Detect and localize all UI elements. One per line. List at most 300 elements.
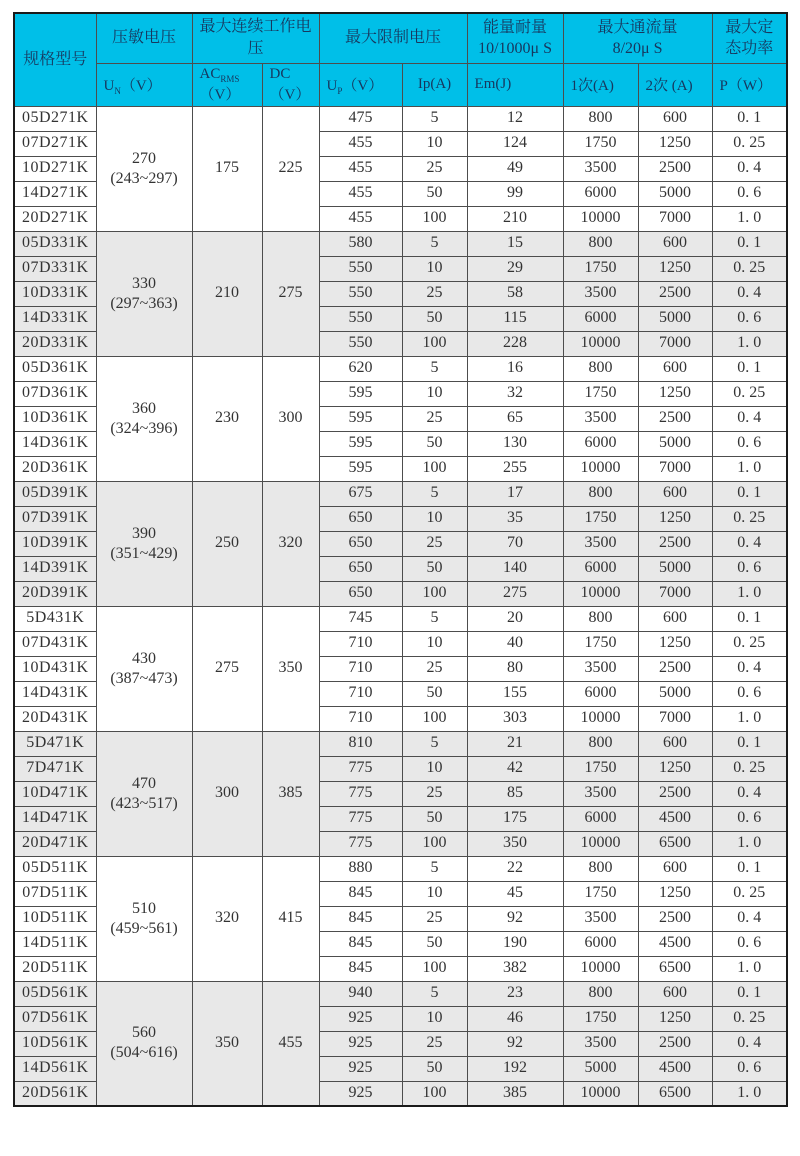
header-energy: [467, 13, 563, 63]
table-row: [14, 231, 787, 256]
surge1-cell: 3500: [563, 781, 638, 806]
table-row: [14, 856, 787, 881]
surge2-cell: 1250: [638, 881, 712, 906]
model-cell: 20D431K: [14, 706, 96, 731]
p-cell: 0. 4: [712, 531, 787, 556]
ip-cell: 10: [402, 881, 467, 906]
ip-cell: 10: [402, 756, 467, 781]
un-cell: [96, 356, 192, 481]
surge2-cell: 2500: [638, 406, 712, 431]
em-cell: 80: [467, 656, 563, 681]
em-cell: 210: [467, 206, 563, 231]
header-energy-line2: 10/1000μ S: [478, 40, 552, 58]
up-cell: 580: [319, 231, 402, 256]
p-cell: 0. 25: [712, 1006, 787, 1031]
em-cell: 382: [467, 956, 563, 981]
p-cell: 0. 6: [712, 806, 787, 831]
ip-cell: 50: [402, 681, 467, 706]
ip-cell: 50: [402, 181, 467, 206]
up-cell: 455: [319, 131, 402, 156]
p-cell: 0. 25: [712, 631, 787, 656]
ip-cell: 10: [402, 256, 467, 281]
up-cell: 650: [319, 506, 402, 531]
surge2-cell: 5000: [638, 306, 712, 331]
surge2-cell: 1250: [638, 381, 712, 406]
up-cell: 550: [319, 306, 402, 331]
up-cell: 710: [319, 656, 402, 681]
up-cell: 775: [319, 806, 402, 831]
un-value: 390: [132, 524, 156, 542]
surge1-cell: 1750: [563, 506, 638, 531]
p-cell: 0. 6: [712, 1056, 787, 1081]
up-cell: 845: [319, 931, 402, 956]
surge2-cell: 1250: [638, 756, 712, 781]
model-cell: 14D331K: [14, 306, 96, 331]
surge1-cell: 800: [563, 856, 638, 881]
p-cell: 1. 0: [712, 1081, 787, 1106]
em-cell: 32: [467, 381, 563, 406]
em-cell: 115: [467, 306, 563, 331]
surge1-cell: 10000: [563, 456, 638, 481]
ip-cell: 50: [402, 306, 467, 331]
surge2-cell: 7000: [638, 581, 712, 606]
up-cell: 925: [319, 1031, 402, 1056]
em-cell: 155: [467, 681, 563, 706]
table-row: [14, 606, 787, 631]
em-cell: 255: [467, 456, 563, 481]
header-power-line2: 态功率: [725, 40, 774, 58]
p-cell: 0. 1: [712, 606, 787, 631]
table-row: [14, 481, 787, 506]
dc-cell: 350: [262, 606, 319, 731]
ip-cell: 25: [402, 281, 467, 306]
model-cell: 07D561K: [14, 1006, 96, 1031]
em-cell: 140: [467, 556, 563, 581]
dc-cell: 385: [262, 731, 319, 856]
surge1-cell: 800: [563, 606, 638, 631]
surge1-cell: 10000: [563, 956, 638, 981]
surge1-cell: 3500: [563, 906, 638, 931]
un-range: (351~429): [110, 544, 178, 562]
surge2-cell: 7000: [638, 456, 712, 481]
surge1-cell: 6000: [563, 306, 638, 331]
ip-cell: 25: [402, 531, 467, 556]
subheader-em: Em(J): [467, 63, 563, 106]
surge1-cell: 10000: [563, 706, 638, 731]
em-cell: 58: [467, 281, 563, 306]
up-cell: 550: [319, 256, 402, 281]
p-cell: 0. 6: [712, 431, 787, 456]
surge1-cell: 1750: [563, 256, 638, 281]
subheader-up: $U_P(V)$: [319, 63, 402, 106]
em-cell: 385: [467, 1081, 563, 1106]
surge2-cell: 5000: [638, 431, 712, 456]
surge2-cell: 2500: [638, 656, 712, 681]
p-cell: 0. 4: [712, 406, 787, 431]
surge2-cell: 2500: [638, 1031, 712, 1056]
header-model: 规格型号: [14, 13, 96, 106]
p-cell: 1. 0: [712, 706, 787, 731]
surge2-cell: 1250: [638, 631, 712, 656]
ip-cell: 25: [402, 1031, 467, 1056]
surge1-cell: 10000: [563, 581, 638, 606]
subheader-ip: Ip(A): [402, 63, 467, 106]
un-range: (243~297): [110, 169, 178, 187]
p-cell: 0. 1: [712, 231, 787, 256]
un-value: 360: [132, 399, 156, 417]
surge1-cell: 10000: [563, 331, 638, 356]
surge1-cell: 800: [563, 356, 638, 381]
surge1-cell: 10000: [563, 831, 638, 856]
subheader-ac: $AC_{RMS}(V)$: [192, 63, 262, 106]
un-value: 430: [132, 649, 156, 667]
table-row: [14, 981, 787, 1006]
header-energy-line1: 能量耐量: [483, 19, 548, 37]
p-cell: 0. 4: [712, 656, 787, 681]
p-cell: 0. 6: [712, 681, 787, 706]
header-surge: [563, 13, 712, 63]
em-cell: 35: [467, 506, 563, 531]
ip-cell: 100: [402, 706, 467, 731]
p-cell: 0. 1: [712, 481, 787, 506]
p-cell: 0. 6: [712, 931, 787, 956]
surge1-cell: 3500: [563, 656, 638, 681]
un-cell: [96, 606, 192, 731]
un-cell: [96, 856, 192, 981]
dc-cell: 320: [262, 481, 319, 606]
p-cell: 0. 25: [712, 881, 787, 906]
header-power: [712, 13, 787, 63]
surge1-cell: 1750: [563, 881, 638, 906]
surge2-cell: 6500: [638, 1081, 712, 1106]
ip-cell: 100: [402, 331, 467, 356]
model-cell: 14D431K: [14, 681, 96, 706]
up-cell: 925: [319, 1081, 402, 1106]
varistor-spec-table: [13, 12, 788, 1107]
p-cell: 0. 4: [712, 1031, 787, 1056]
un-cell: [96, 106, 192, 231]
un-cell: [96, 481, 192, 606]
up-cell: 595: [319, 431, 402, 456]
ac-cell: 175: [192, 106, 262, 231]
subheader-p: P（W）: [712, 63, 787, 106]
em-cell: 99: [467, 181, 563, 206]
surge2-cell: 4500: [638, 806, 712, 831]
ip-cell: 100: [402, 831, 467, 856]
dc-cell: 275: [262, 231, 319, 356]
model-cell: 05D391K: [14, 481, 96, 506]
model-cell: 14D561K: [14, 1056, 96, 1081]
up-cell: 650: [319, 556, 402, 581]
surge1-cell: 6000: [563, 181, 638, 206]
up-cell: 475: [319, 106, 402, 131]
surge1-cell: 1750: [563, 631, 638, 656]
header-max-continuous: 最大连续工作电压: [192, 13, 319, 63]
up-cell: 455: [319, 206, 402, 231]
ip-cell: 50: [402, 1056, 467, 1081]
p-cell: 1. 0: [712, 331, 787, 356]
model-cell: 10D431K: [14, 656, 96, 681]
surge2-cell: 1250: [638, 131, 712, 156]
un-range: (504~616): [110, 1044, 178, 1062]
surge1-cell: 1750: [563, 381, 638, 406]
up-cell: 595: [319, 381, 402, 406]
surge1-cell: 3500: [563, 406, 638, 431]
surge2-cell: 2500: [638, 906, 712, 931]
subheader-surge2: 2次 (A): [638, 63, 712, 106]
model-cell: 14D391K: [14, 556, 96, 581]
surge1-cell: 10000: [563, 206, 638, 231]
ip-cell: 25: [402, 656, 467, 681]
up-cell: 845: [319, 906, 402, 931]
ip-cell: 5: [402, 106, 467, 131]
up-cell: 925: [319, 1056, 402, 1081]
surge1-cell: 800: [563, 481, 638, 506]
ip-cell: 50: [402, 931, 467, 956]
ip-cell: 10: [402, 1006, 467, 1031]
em-cell: 228: [467, 331, 563, 356]
surge2-cell: 4500: [638, 931, 712, 956]
model-cell: 20D471K: [14, 831, 96, 856]
surge2-cell: 600: [638, 231, 712, 256]
model-cell: 20D361K: [14, 456, 96, 481]
surge1-cell: 3500: [563, 1031, 638, 1056]
model-cell: 5D471K: [14, 731, 96, 756]
p-cell: 0. 1: [712, 856, 787, 881]
ip-cell: 25: [402, 406, 467, 431]
up-cell: 775: [319, 781, 402, 806]
model-cell: 10D271K: [14, 156, 96, 181]
surge1-cell: 6000: [563, 806, 638, 831]
up-cell: 710: [319, 631, 402, 656]
surge2-cell: 5000: [638, 556, 712, 581]
em-cell: 42: [467, 756, 563, 781]
table-header: [14, 13, 787, 106]
surge1-cell: 3500: [563, 156, 638, 181]
ip-cell: 100: [402, 581, 467, 606]
em-cell: 92: [467, 1031, 563, 1056]
surge2-cell: 600: [638, 731, 712, 756]
em-cell: 124: [467, 131, 563, 156]
surge1-cell: 5000: [563, 1056, 638, 1081]
up-cell: 620: [319, 356, 402, 381]
model-cell: 20D271K: [14, 206, 96, 231]
p-cell: 0. 1: [712, 981, 787, 1006]
ip-cell: 5: [402, 356, 467, 381]
up-cell: 775: [319, 756, 402, 781]
up-cell: 595: [319, 456, 402, 481]
model-cell: 07D511K: [14, 881, 96, 906]
up-cell: 710: [319, 681, 402, 706]
surge2-cell: 600: [638, 481, 712, 506]
up-cell: 550: [319, 331, 402, 356]
ip-cell: 100: [402, 456, 467, 481]
p-cell: 0. 1: [712, 106, 787, 131]
em-cell: 303: [467, 706, 563, 731]
surge2-cell: 1250: [638, 506, 712, 531]
ip-cell: 5: [402, 981, 467, 1006]
up-cell: 650: [319, 531, 402, 556]
ac-cell: 350: [192, 981, 262, 1106]
surge1-cell: 10000: [563, 1081, 638, 1106]
surge1-cell: 800: [563, 106, 638, 131]
em-cell: 17: [467, 481, 563, 506]
ip-cell: 25: [402, 906, 467, 931]
ip-cell: 10: [402, 131, 467, 156]
p-cell: 1. 0: [712, 831, 787, 856]
em-cell: 12: [467, 106, 563, 131]
model-cell: 7D471K: [14, 756, 96, 781]
surge2-cell: 2500: [638, 156, 712, 181]
surge2-cell: 600: [638, 606, 712, 631]
model-cell: 05D271K: [14, 106, 96, 131]
em-cell: 192: [467, 1056, 563, 1081]
ip-cell: 5: [402, 606, 467, 631]
surge2-cell: 2500: [638, 781, 712, 806]
surge2-cell: 2500: [638, 531, 712, 556]
model-cell: 10D331K: [14, 281, 96, 306]
up-cell: 550: [319, 281, 402, 306]
table-row: [14, 731, 787, 756]
ip-cell: 50: [402, 431, 467, 456]
header-surge-line1: 最大通流量: [597, 19, 678, 37]
up-cell: 650: [319, 581, 402, 606]
em-cell: 29: [467, 256, 563, 281]
up-cell: 940: [319, 981, 402, 1006]
p-cell: 1. 0: [712, 456, 787, 481]
em-cell: 46: [467, 1006, 563, 1031]
up-cell: 775: [319, 831, 402, 856]
un-value: 560: [132, 1024, 156, 1042]
p-cell: 0. 25: [712, 131, 787, 156]
up-cell: 745: [319, 606, 402, 631]
dc-cell: 455: [262, 981, 319, 1106]
em-cell: 45: [467, 881, 563, 906]
model-cell: 05D561K: [14, 981, 96, 1006]
model-cell: 5D431K: [14, 606, 96, 631]
surge2-cell: 4500: [638, 1056, 712, 1081]
up-cell: 710: [319, 706, 402, 731]
em-cell: 130: [467, 431, 563, 456]
p-cell: 0. 1: [712, 731, 787, 756]
un-range: (387~473): [110, 669, 178, 687]
ip-cell: 5: [402, 731, 467, 756]
header-max-limit: 最大限制电压: [319, 13, 467, 63]
surge1-cell: 1750: [563, 131, 638, 156]
em-cell: 22: [467, 856, 563, 881]
ip-cell: 10: [402, 506, 467, 531]
model-cell: 14D511K: [14, 931, 96, 956]
p-cell: 1. 0: [712, 581, 787, 606]
ip-cell: 5: [402, 856, 467, 881]
p-cell: 0. 4: [712, 781, 787, 806]
p-cell: 0. 4: [712, 156, 787, 181]
ip-cell: 25: [402, 781, 467, 806]
surge1-cell: 1750: [563, 756, 638, 781]
surge1-cell: 3500: [563, 531, 638, 556]
model-cell: 14D471K: [14, 806, 96, 831]
p-cell: 0. 4: [712, 906, 787, 931]
model-cell: 07D361K: [14, 381, 96, 406]
un-cell: [96, 731, 192, 856]
un-cell: [96, 231, 192, 356]
subheader-surge1: 1次(A): [563, 63, 638, 106]
em-cell: 350: [467, 831, 563, 856]
surge1-cell: 800: [563, 981, 638, 1006]
model-cell: 10D561K: [14, 1031, 96, 1056]
em-cell: 190: [467, 931, 563, 956]
ip-cell: 50: [402, 806, 467, 831]
surge2-cell: 2500: [638, 281, 712, 306]
table-row: [14, 356, 787, 381]
up-cell: 845: [319, 881, 402, 906]
surge2-cell: 7000: [638, 331, 712, 356]
surge1-cell: 1750: [563, 1006, 638, 1031]
surge1-cell: 800: [563, 231, 638, 256]
em-cell: 40: [467, 631, 563, 656]
p-cell: 0. 25: [712, 381, 787, 406]
model-cell: 20D331K: [14, 331, 96, 356]
em-cell: 49: [467, 156, 563, 181]
ip-cell: 5: [402, 231, 467, 256]
ip-cell: 100: [402, 1081, 467, 1106]
model-cell: 10D361K: [14, 406, 96, 431]
surge2-cell: 7000: [638, 206, 712, 231]
model-cell: 20D391K: [14, 581, 96, 606]
model-cell: 07D271K: [14, 131, 96, 156]
surge1-cell: 800: [563, 731, 638, 756]
dc-cell: 415: [262, 856, 319, 981]
ip-cell: 10: [402, 381, 467, 406]
em-cell: 23: [467, 981, 563, 1006]
p-cell: 0. 25: [712, 506, 787, 531]
surge2-cell: 5000: [638, 681, 712, 706]
up-cell: 810: [319, 731, 402, 756]
p-cell: 0. 6: [712, 306, 787, 331]
p-cell: 0. 25: [712, 256, 787, 281]
ac-cell: 320: [192, 856, 262, 981]
un-value: 470: [132, 774, 156, 792]
header-surge-line2: 8/20μ S: [612, 40, 663, 58]
table-body: [14, 106, 787, 1106]
model-cell: 07D331K: [14, 256, 96, 281]
header-power-line1: 最大定: [725, 19, 774, 37]
up-cell: 845: [319, 956, 402, 981]
dc-cell: 225: [262, 106, 319, 231]
em-cell: 92: [467, 906, 563, 931]
un-cell: [96, 981, 192, 1106]
surge2-cell: 1250: [638, 256, 712, 281]
p-cell: 1. 0: [712, 206, 787, 231]
em-cell: 16: [467, 356, 563, 381]
model-cell: 20D561K: [14, 1081, 96, 1106]
model-cell: 10D471K: [14, 781, 96, 806]
table-row: [14, 106, 787, 131]
ip-cell: 25: [402, 156, 467, 181]
em-cell: 21: [467, 731, 563, 756]
em-cell: 70: [467, 531, 563, 556]
un-value: 330: [132, 274, 156, 292]
up-cell: 455: [319, 156, 402, 181]
p-cell: 0. 25: [712, 756, 787, 781]
surge2-cell: 1250: [638, 1006, 712, 1031]
p-cell: 1. 0: [712, 956, 787, 981]
em-cell: 85: [467, 781, 563, 806]
header-varistor-voltage: 压敏电压: [96, 13, 192, 63]
surge1-cell: 6000: [563, 431, 638, 456]
surge1-cell: 3500: [563, 281, 638, 306]
model-cell: 14D361K: [14, 431, 96, 456]
